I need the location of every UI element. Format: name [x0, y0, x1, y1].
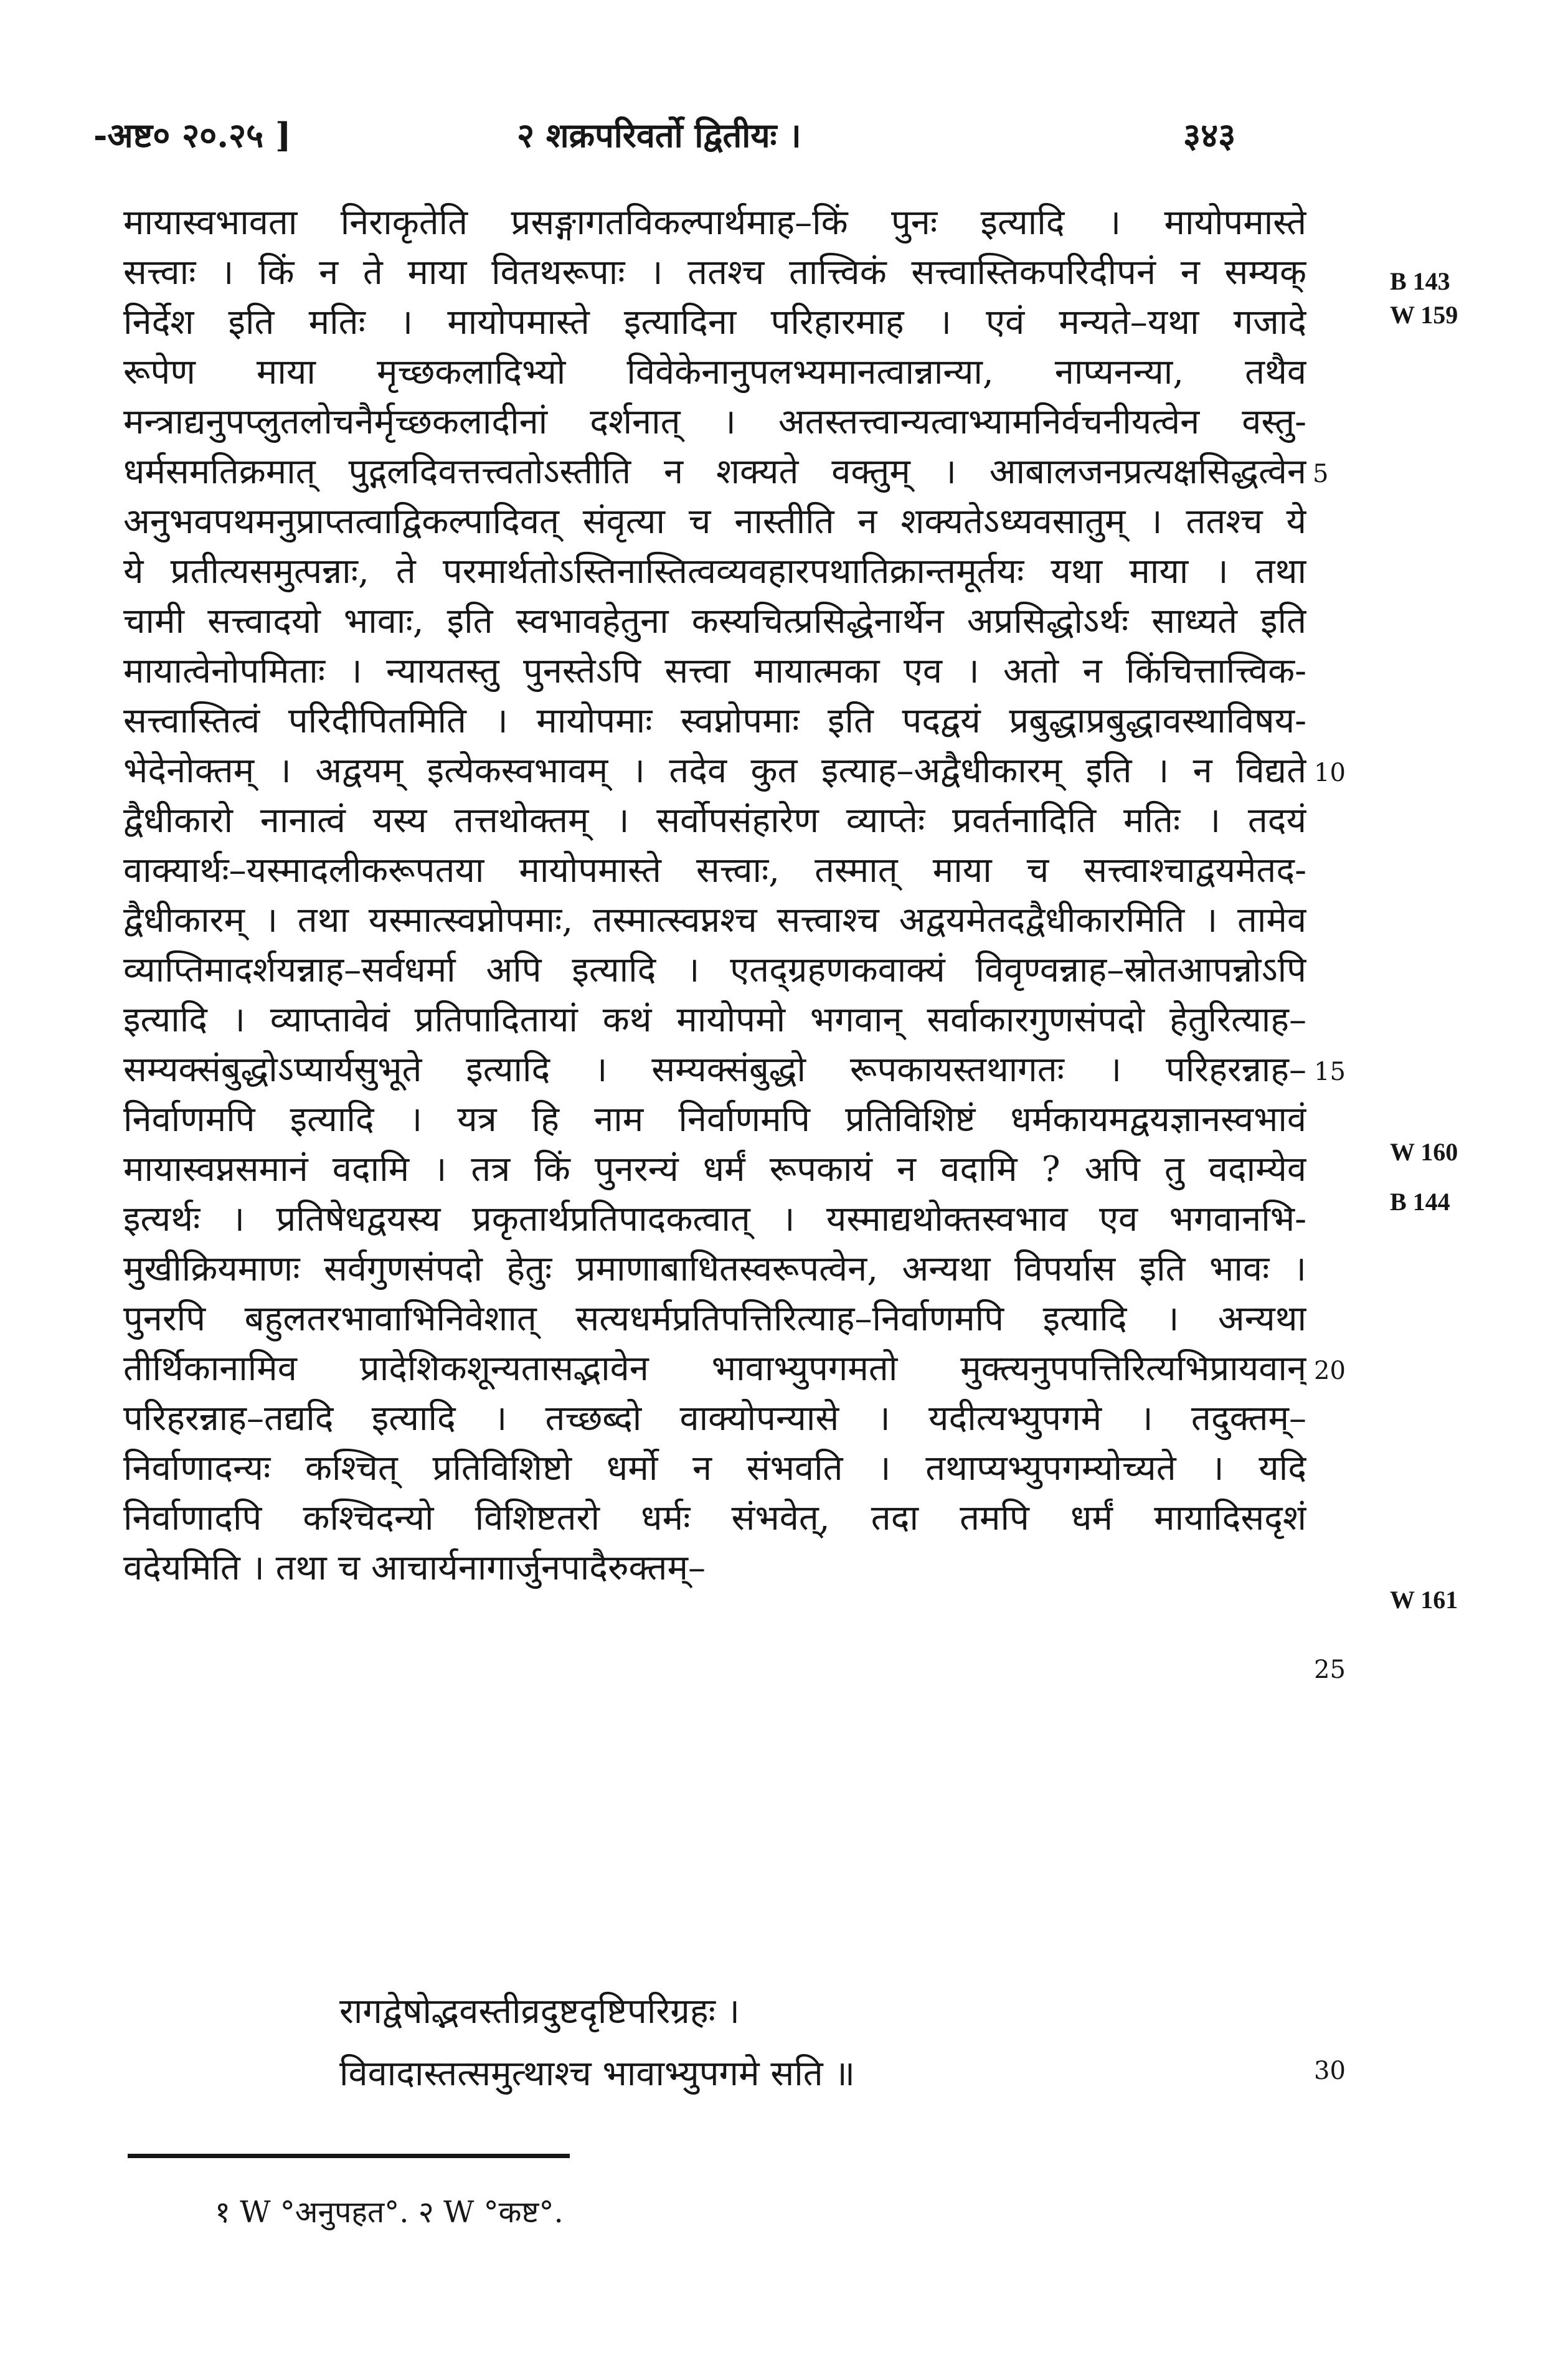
text-line: तीर्थिकानामिव प्रादेशिकशून्यतासद्भावेन भावाभ्युपगमतो मुक्त्यनुपपत्तिरित्यभिप्रायवान्: [123, 1348, 1306, 1389]
text-line: द्वैधीकारो नानात्वं यस्य तत्तथोक्तम् । सर्वोपसंहारेण व्याप्तेः प्रवर्तनादिति मतिः । तदयं: [123, 800, 1306, 841]
margin-reference: B 143: [1390, 267, 1450, 295]
margin-reference: W 160: [1390, 1138, 1458, 1166]
text-line: मन्त्राद्यनुपप्लुतलोचनैर्मृच्छकलादीनां दर्शनात् । अतस्तत्त्वान्यत्वाभ्यामनिर्वचनीयत्वेन वस्तु-: [123, 402, 1306, 442]
text-line: मायात्वेनोपमिताः । न्यायतस्तु पुनस्तेऽपि सत्त्वा मायात्मका एव । अतो न किंचित्तात्त्विक-: [123, 651, 1306, 691]
text-line: निर्वाणादपि कश्चिदन्यो विशिष्टतरो धर्मः संभवेत्, तदा तमपि धर्मं मायादिसदृशं: [123, 1498, 1306, 1538]
footnote-rule: [128, 2154, 570, 2158]
page-number: ३४३: [1183, 115, 1236, 155]
line-number: 25: [1314, 1655, 1346, 1684]
header-reference: -अष्ट० २०.२५ ]: [93, 115, 291, 155]
text-line: मुखीक्रियमाणः सर्वगुणसंपदो हेतुः प्रमाणाबाधितस्वरूपत्वेन, अन्यथा विपर्यास इति भावः ।: [123, 1249, 1306, 1289]
text-line: धर्मसमतिक्रमात् पुद्गलदिवत्तत्त्वतोऽस्तीति न शक्यते वक्तुम् । आबालजनप्रत्यक्षसिद्धत्वेन: [123, 452, 1306, 492]
text-line: सत्त्वास्तित्वं परिदीपितमिति । मायोपमाः स्वप्नोपमाः इति पदद्वयं प्रबुद्धाप्रबुद्धावस्थाविषय-: [123, 701, 1306, 741]
line-number: 15: [1314, 1058, 1346, 1086]
text-line: रूपेण माया मृच्छकलादिभ्यो विवेकेनानुपलभ्यमानत्वान्नान्या, नाप्यनन्या, तथैव: [123, 352, 1306, 392]
text-line: वदेयमिति । तथा च आचार्यनागार्जुनपादैरुक्तम्–: [123, 1548, 706, 1588]
line-number: 5: [1313, 460, 1329, 488]
line-number: 30: [1314, 2057, 1346, 2085]
text-line: निर्वाणमपि इत्यादि । यत्र हि नाम निर्वाणमपि प्रतिविशिष्टं धर्मकायमद्वयज्ञानस्वभावं: [123, 1099, 1306, 1140]
footnote: १ W °अनुपहत°. २ W °कष्ट°.: [215, 2195, 564, 2230]
margin-reference: B 144: [1390, 1188, 1450, 1216]
text-line: निर्देश इति मतिः । मायोपमास्ते इत्यादिना परिहारमाह । एवं मन्यते–यथा गजादे: [123, 302, 1306, 343]
text-line: ये प्रतीत्यसमुत्पन्नाः, ते परमार्थतोऽस्तिनास्तित्वव्यवहारपथातिक्रान्तमूर्तयः यथा माया । तथा: [123, 551, 1306, 592]
text-line: द्वैधीकारम् । तथा यस्मात्स्वप्नोपमाः, तस्मात्स्वप्नश्च सत्त्वाश्च अद्वयमेतदद्वैधीकारमिति । तामेव: [123, 900, 1306, 940]
text-line: सत्त्वाः । किं न ते माया वितथरूपाः । ततश्च तात्त्विकं सत्त्वास्तिकपरिदीपनं न सम्यक्: [123, 252, 1306, 293]
verse-line-2: विवादास्तत्समुत्थाश्च भावाभ्युपगमे सति ॥: [339, 2053, 855, 2094]
line-number: 10: [1314, 759, 1346, 787]
margin-reference: W 159: [1390, 301, 1458, 329]
text-line: मायास्वप्नसमानं वदामि । तत्र किं पुनरन्यं धर्मं रूपकायं न वदामि ? अपि तु वदाम्येव: [123, 1149, 1306, 1190]
margin-reference: W 161: [1390, 1586, 1458, 1614]
page-header: [93, 111, 1339, 167]
verse-line-1: रागद्वेषोद्भवस्तीव्रदुष्टदृष्टिपरिग्रहः ।: [339, 1991, 740, 2032]
text-line: भेदेनोक्तम् । अद्वयम् इत्येकस्वभावम् । तदेव कुत इत्याह–अद्वैधीकारम् इति । न विद्यते: [123, 751, 1306, 791]
text-line: इत्यादि । व्याप्तावेवं प्रतिपादितायां कथं मायोपमो भगवान् सर्वाकारगुणसंपदो हेतुरित्याह–: [123, 1000, 1306, 1040]
line-number: 20: [1314, 1357, 1346, 1385]
text-line: व्याप्तिमादर्शयन्नाह–सर्वधर्मा अपि इत्यादि । एतद्ग्रहणकवाक्यं विवृण्वन्नाह–स्रोतआपन्नोऽपि: [123, 950, 1306, 990]
text-line: मायास्वभावता निराकृतेति प्रसङ्गागतविकल्पार्थमाह–किं पुनः इत्यादि । मायोपमास्ते: [123, 202, 1306, 243]
text-line: वाक्यार्थः–यस्मादलीकरूपतया मायोपमास्ते सत्त्वाः, तस्मात् माया च सत्त्वाश्चाद्वयमेतद-: [123, 850, 1306, 891]
text-line: चामी सत्त्वादयो भावाः, इति स्वभावहेतुना कस्यचित्प्रसिद्धेनार्थेन अप्रसिद्धोऽर्थः साध्यते इति: [123, 601, 1306, 642]
text-line: परिहरन्नाह–तद्यदि इत्यादि । तच्छब्दो वाक्योपन्यासे । यदीत्यभ्युपगमे । तदुक्तम्–: [123, 1398, 1306, 1439]
text-line: सम्यक्संबुद्धोऽप्यार्यसुभूते इत्यादि । सम्यक्संबुद्धो रूपकायस्तथागतः । परिहरन्नाह–: [123, 1049, 1306, 1090]
header-chapter-title: २ शक्रपरिवर्तो द्वितीयः ।: [517, 115, 801, 155]
text-line: इत्यर्थः । प्रतिषेधद्वयस्य प्रकृतार्थप्रतिपादकत्वात् । यस्माद्यथोक्तस्वभाव एव भगवानभि-: [123, 1199, 1306, 1239]
text-line: पुनरपि बहुलतरभावाभिनिवेशात् सत्यधर्मप्रतिपत्तिरित्याह–निर्वाणमपि इत्यादि । अन्यथा: [123, 1299, 1306, 1339]
text-line: अनुभवपथमनुप्राप्तत्वाद्विकल्पादिवत् संवृत्या च नास्तीति न शक्यतेऽध्यवसातुम् । ततश्च ये: [123, 501, 1306, 542]
text-line: निर्वाणादन्यः कश्चित् प्रतिविशिष्टो धर्मो न संभवति । तथाप्यभ्युपगम्योच्यते । यदि: [123, 1448, 1306, 1489]
